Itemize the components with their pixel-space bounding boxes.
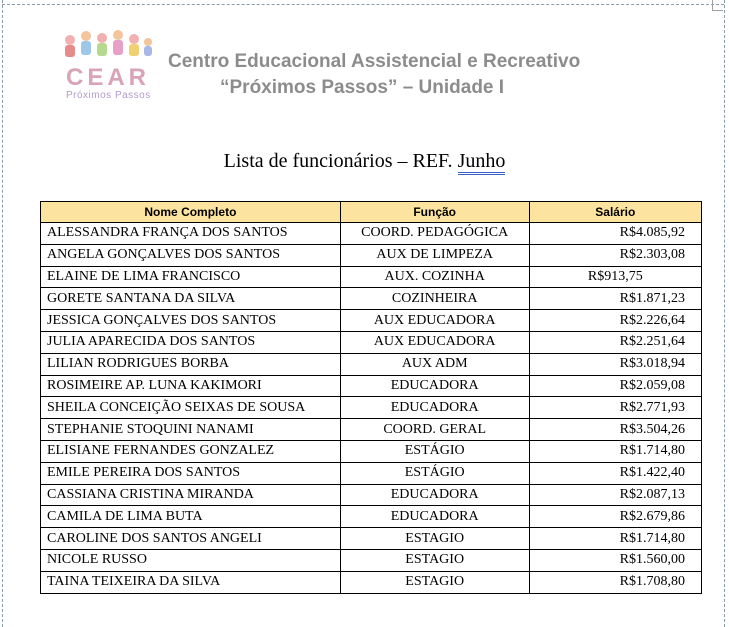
employee-name-cell: SHEILA CONCEIÇÃO SEIXAS DE SOUSA — [41, 397, 341, 419]
table-row — [41, 440, 702, 462]
employee-salary-cell: R$2.679,86 — [529, 506, 701, 528]
table-row — [41, 223, 702, 245]
children-illustration-icon — [58, 26, 158, 66]
employee-role-cell: COORD. PEDAGÓGICA — [340, 223, 529, 245]
employee-name-cell: JULIA APARECIDA DOS SANTOS — [41, 331, 341, 353]
table-row — [41, 353, 702, 375]
employee-salary-cell: R$2.226,64 — [529, 310, 701, 332]
employee-name-cell: CASSIANA CRISTINA MIRANDA — [41, 484, 341, 506]
employee-salary-cell: R$913,75 — [529, 266, 701, 288]
column-header-role: Função — [340, 202, 529, 223]
employee-role-cell: AUX. COZINHA — [340, 266, 529, 288]
table-row — [41, 419, 702, 441]
employee-salary-cell: R$1.560,00 — [529, 549, 701, 571]
employee-name-cell: TAINA TEIXEIRA DA SILVA — [41, 571, 341, 593]
employee-role-cell: ESTAGIO — [340, 549, 529, 571]
employee-name-cell: GORETE SANTANA DA SILVA — [41, 288, 341, 310]
table-header-row — [41, 202, 702, 223]
employee-salary-cell: R$2.771,93 — [529, 397, 701, 419]
employee-role-cell: EDUCADORA — [340, 397, 529, 419]
employee-role-cell: ESTÁGIO — [340, 440, 529, 462]
employee-role-cell: AUX ADM — [340, 353, 529, 375]
org-subtitle: “Próximos Passos” – Unidade I — [220, 77, 505, 98]
logo-wordmark: CEAR — [66, 64, 151, 91]
page-margin-top — [2, 4, 724, 5]
table-row — [41, 310, 702, 332]
employee-name-cell: CAROLINE DOS SANTOS ANGELI — [41, 528, 341, 550]
employee-role-cell: EDUCADORA — [340, 375, 529, 397]
employee-salary-cell: R$1.714,80 — [529, 440, 701, 462]
table-row — [41, 375, 702, 397]
employee-name-cell: EMILE PEREIRA DOS SANTOS — [41, 462, 341, 484]
employee-role-cell: ESTÁGIO — [340, 462, 529, 484]
table-row — [41, 462, 702, 484]
employee-salary-cell: R$4.085,92 — [529, 223, 701, 245]
employee-salary-cell: R$2.251,64 — [529, 331, 701, 353]
employee-role-cell: EDUCADORA — [340, 484, 529, 506]
employee-role-cell: EDUCADORA — [340, 506, 529, 528]
column-header-salary: Salário — [529, 202, 701, 223]
column-header-name: Nome Completo — [41, 202, 341, 223]
page-margin-right — [724, 0, 725, 627]
table-row — [41, 528, 702, 550]
table-row — [41, 571, 702, 593]
employee-role-cell: AUX EDUCADORA — [340, 331, 529, 353]
employee-role-cell: AUX DE LIMPEZA — [340, 244, 529, 266]
employee-salary-cell: R$1.714,80 — [529, 528, 701, 550]
employee-name-cell: JESSICA GONÇALVES DOS SANTOS — [41, 310, 341, 332]
table-row — [41, 484, 702, 506]
document-title-prefix: Lista de funcionários – REF. — [223, 150, 458, 172]
table-body — [41, 223, 702, 594]
employee-salary-cell: R$1.871,23 — [529, 288, 701, 310]
employee-salary-cell: R$3.018,94 — [529, 353, 701, 375]
table-row — [41, 266, 702, 288]
employee-name-cell: ELAINE DE LIMA FRANCISCO — [41, 266, 341, 288]
employee-role-cell: ESTAGIO — [340, 571, 529, 593]
employee-name-cell: ELISIANE FERNANDES GONZALEZ — [41, 440, 341, 462]
employee-salary-cell: R$3.504,26 — [529, 419, 701, 441]
employee-table — [40, 201, 702, 594]
employee-name-cell: NICOLE RUSSO — [41, 549, 341, 571]
employee-name-cell: ANGELA GONÇALVES DOS SANTOS — [41, 244, 341, 266]
employee-name-cell: LILIAN RODRIGUES BORBA — [41, 353, 341, 375]
employee-role-cell: AUX EDUCADORA — [340, 310, 529, 332]
cear-logo — [58, 26, 158, 106]
employee-salary-cell: R$1.422,40 — [529, 462, 701, 484]
employee-name-cell: ALESSANDRA FRANÇA DOS SANTOS — [41, 223, 341, 245]
logo-tagline: Próximos Passos — [66, 90, 151, 101]
page-corner-mark — [712, 0, 723, 11]
table-row — [41, 397, 702, 419]
employee-name-cell: STEPHANIE STOQUINI NANAMI — [41, 419, 341, 441]
org-title: Centro Educacional Assistencial e Recreativo — [168, 51, 581, 72]
table-row — [41, 331, 702, 353]
employee-name-cell: ROSIMEIRE AP. LUNA KAKIMORI — [41, 375, 341, 397]
document-title-month: Junho — [458, 150, 506, 175]
employee-salary-cell: R$2.059,08 — [529, 375, 701, 397]
employee-role-cell: ESTAGIO — [340, 528, 529, 550]
document-title — [0, 150, 729, 173]
employee-salary-cell: R$1.708,80 — [529, 571, 701, 593]
page-margin-left — [2, 0, 3, 627]
employee-salary-cell: R$2.087,13 — [529, 484, 701, 506]
table-row — [41, 244, 702, 266]
employee-name-cell: CAMILA DE LIMA BUTA — [41, 506, 341, 528]
employee-role-cell: COORD. GERAL — [340, 419, 529, 441]
employee-role-cell: COZINHEIRA — [340, 288, 529, 310]
employee-salary-cell: R$2.303,08 — [529, 244, 701, 266]
table-row — [41, 549, 702, 571]
table-row — [41, 288, 702, 310]
table-row — [41, 506, 702, 528]
